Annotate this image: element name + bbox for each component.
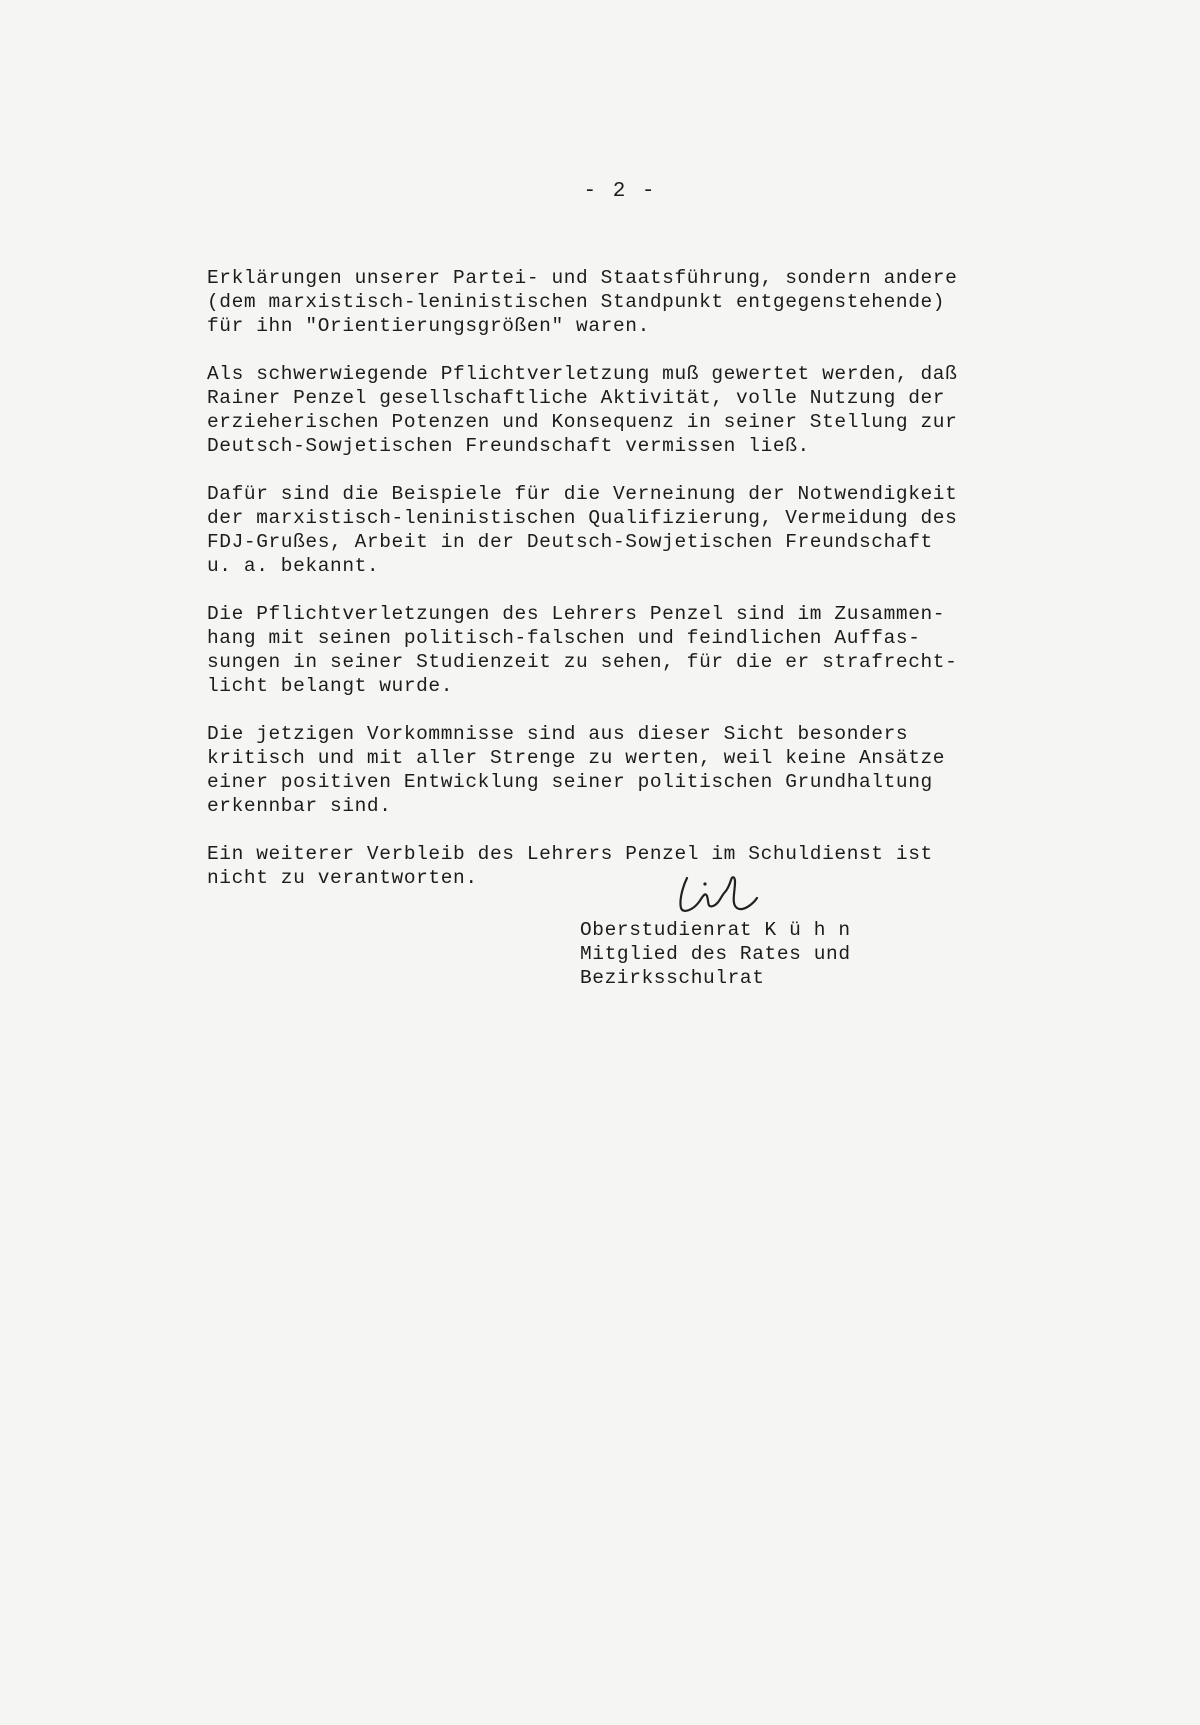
page-number: - 2 - xyxy=(583,180,657,203)
text-line: kritisch und mit aller Strenge zu werten, weil keine Ansätze xyxy=(207,747,946,769)
handwritten-signature xyxy=(665,870,775,916)
text-line: u. a. bekannt. xyxy=(207,555,380,577)
paragraph-5 xyxy=(207,722,987,818)
paragraph-2 xyxy=(207,362,987,458)
text-line: Deutsch-Sowjetischen Freundschaft vermissen ließ. xyxy=(207,435,810,457)
paragraph-1 xyxy=(207,266,987,338)
letter-body xyxy=(207,266,987,914)
text-line: der marxistisch-leninistischen Qualifizierung, Vermeidung des xyxy=(207,507,958,529)
text-line: Erklärungen unserer Partei- und Staatsführung, sondern andere xyxy=(207,267,958,289)
paragraph-6 xyxy=(207,842,987,890)
text-line: Als schwerwiegende Pflichtverletzung muß gewertet werden, daß xyxy=(207,363,958,385)
paragraph-3 xyxy=(207,482,987,578)
paragraph-4 xyxy=(207,602,987,698)
text-line: sungen in seiner Studienzeit zu sehen, für die er strafrecht- xyxy=(207,651,958,673)
text-line: erzieherischen Potenzen und Konsequenz in seiner Stellung zur xyxy=(207,411,958,433)
text-line: Rainer Penzel gesellschaftliche Aktivität, volle Nutzung der xyxy=(207,387,946,409)
text-line: hang mit seinen politisch-falschen und feindlichen Auffas- xyxy=(207,627,921,649)
signer-details xyxy=(580,918,851,990)
text-line: Ein weiterer Verbleib des Lehrers Penzel im Schuldienst ist xyxy=(207,843,933,865)
text-line: einer positiven Entwicklung seiner politischen Grundhaltung xyxy=(207,771,933,793)
signer-office: Bezirksschulrat xyxy=(580,967,765,989)
text-line: für ihn "Orientierungsgrößen" waren. xyxy=(207,315,650,337)
text-line: nicht zu verantworten. xyxy=(207,867,478,889)
text-line: licht belangt wurde. xyxy=(207,675,454,697)
signer-title: Oberstudienrat K ü h n xyxy=(580,919,851,941)
text-line: (dem marxistisch-leninistischen Standpunkt entgegenstehende) xyxy=(207,291,946,313)
text-line: FDJ-Grußes, Arbeit in der Deutsch-Sowjetischen Freundschaft xyxy=(207,531,933,553)
text-line: Die Pflichtverletzungen des Lehrers Penzel sind im Zusammen- xyxy=(207,603,946,625)
text-line: Die jetzigen Vorkommnisse sind aus dieser Sicht besonders xyxy=(207,723,909,745)
signer-position: Mitglied des Rates und xyxy=(580,943,851,965)
text-line: erkennbar sind. xyxy=(207,795,392,817)
text-line: Dafür sind die Beispiele für die Verneinung der Notwendigkeit xyxy=(207,483,958,505)
